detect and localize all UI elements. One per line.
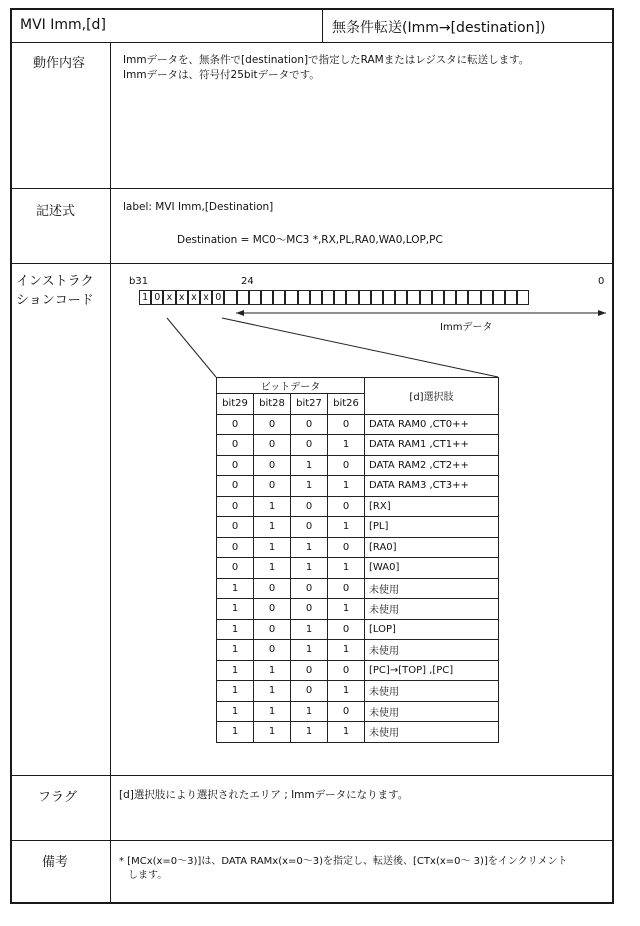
bit-value-cell: 1 (217, 578, 254, 599)
bit-value-cell: 1 (254, 701, 291, 722)
select-value-cell: 未使用 (365, 701, 499, 722)
bit-value-cell: 1 (328, 599, 365, 620)
bit-value-cell: 0 (254, 599, 291, 620)
bit-value-cell: 0 (291, 435, 328, 456)
table-row (217, 414, 499, 435)
bit-value-cell: 1 (328, 640, 365, 661)
column-bit29: bit29 (217, 394, 254, 415)
bit-value-cell: 1 (291, 558, 328, 579)
select-value-cell: 未使用 (365, 681, 499, 702)
select-value-cell: DATA RAM3 ,CT3++ (365, 476, 499, 497)
bit-value-cell: 1 (217, 722, 254, 743)
bit-value-cell: 1 (328, 435, 365, 456)
select-value-cell: [LOP] (365, 619, 499, 640)
syntax-line-1: label: MVI Imm,[Destination] (123, 201, 274, 213)
bit-value-cell: 0 (328, 414, 365, 435)
table-row (217, 640, 499, 661)
select-value-cell: [PL] (365, 517, 499, 538)
bit-cell: 1 (139, 290, 151, 305)
table-row (217, 558, 499, 579)
bit-value-cell: 0 (328, 578, 365, 599)
bit-value-cell: 1 (291, 619, 328, 640)
table-row (217, 496, 499, 517)
table-row (217, 681, 499, 702)
bit-selection-rows (217, 414, 499, 742)
bit-value-cell: 0 (217, 496, 254, 517)
syntax-label: 記述式 (36, 204, 76, 219)
remarks-line-1: * [MCx(x=0〜3)]は、DATA RAMx(x=0〜3)を指定し、転送後、[CTx(x=0〜 3)]をインクリメント (119, 856, 568, 867)
imm-data-arrow-left-head (236, 310, 244, 316)
operation-line-1: Immデータを、無条件で[destination]で指定したRAMまたはレジスタに転送します。 (123, 54, 530, 66)
bit-value-cell: 0 (254, 455, 291, 476)
bit-value-cell: 1 (217, 640, 254, 661)
table-row (217, 578, 499, 599)
table-row (217, 435, 499, 456)
select-value-cell: DATA RAM1 ,CT1++ (365, 435, 499, 456)
bit-value-cell: 1 (254, 558, 291, 579)
bit-value-cell: 0 (328, 455, 365, 476)
bit-value-cell: 0 (291, 599, 328, 620)
bit-value-cell: 0 (328, 496, 365, 517)
bit-cell: x (163, 290, 175, 305)
bit-value-cell: 1 (254, 681, 291, 702)
bit-value-cell: 1 (291, 640, 328, 661)
bit-value-cell: 0 (254, 414, 291, 435)
bit-value-cell: 0 (217, 558, 254, 579)
bit-value-cell: 1 (217, 660, 254, 681)
bit-value-cell: 1 (217, 701, 254, 722)
bit-cell: x (200, 290, 212, 305)
bit-value-cell: 1 (328, 517, 365, 538)
select-header: [d]選択肢 (365, 378, 499, 415)
bit-value-cell: 1 (328, 558, 365, 579)
bit-31-label: b31 (129, 276, 149, 287)
bit-value-cell: 1 (291, 537, 328, 558)
bit-value-cell: 0 (217, 414, 254, 435)
table-row (217, 660, 499, 681)
syntax-line-2: Destination = MC0〜MC3 *,RX,PL,RA0,WA0,LOP,PC (177, 234, 443, 246)
remarks-line-2: します。 (128, 870, 168, 881)
imm-data-label: Immデータ (440, 322, 493, 333)
table-row (217, 476, 499, 497)
table-row (217, 619, 499, 640)
bit-cell: 0 (151, 290, 163, 305)
table-row (217, 722, 499, 743)
operation-label: 動作内容 (33, 56, 86, 71)
bit-value-cell: 0 (328, 537, 365, 558)
table-row (217, 455, 499, 476)
table-row (217, 537, 499, 558)
select-value-cell: DATA RAM0 ,CT0++ (365, 414, 499, 435)
select-value-cell: DATA RAM2 ,CT2++ (365, 455, 499, 476)
select-value-cell: [RX] (365, 496, 499, 517)
select-value-cell: [WA0] (365, 558, 499, 579)
bit-0-label: 0 (598, 276, 605, 287)
bit-data-group-header: ビットデータ (217, 378, 365, 394)
bit-value-cell: 0 (291, 517, 328, 538)
instruction-title: 無条件転送(Imm→[destination]) (332, 20, 546, 36)
select-value-cell: 未使用 (365, 578, 499, 599)
bit-cell: x (188, 290, 200, 305)
bit-value-cell: 1 (254, 496, 291, 517)
bit-value-cell: 0 (291, 414, 328, 435)
bit-value-cell: 0 (291, 496, 328, 517)
bit-value-cell: 0 (291, 660, 328, 681)
bit-value-cell: 1 (217, 681, 254, 702)
bit-value-cell: 1 (291, 701, 328, 722)
bit-value-cell: 0 (217, 435, 254, 456)
bit-value-cell: 1 (254, 722, 291, 743)
select-value-cell: [RA0] (365, 537, 499, 558)
bit-value-cell: 1 (254, 537, 291, 558)
select-value-cell: [PC]→[TOP] ,[PC] (365, 660, 499, 681)
bit-selection-table (216, 377, 499, 743)
select-value-cell: 未使用 (365, 722, 499, 743)
bit-value-cell: 1 (217, 619, 254, 640)
instruction-mnemonic: MVI Imm,[d] (20, 17, 106, 33)
bit-value-cell: 0 (254, 435, 291, 456)
bit-value-cell: 0 (254, 619, 291, 640)
bit-value-cell: 0 (217, 476, 254, 497)
bit-value-cell: 0 (254, 476, 291, 497)
bit-value-cell: 1 (254, 517, 291, 538)
callout-line-left (167, 318, 216, 377)
bit-value-cell: 0 (291, 578, 328, 599)
bit-value-cell: 1 (328, 681, 365, 702)
bit-value-cell: 0 (328, 701, 365, 722)
bit-value-cell: 0 (291, 681, 328, 702)
bit-cell: x (176, 290, 188, 305)
bit-24-label: 24 (241, 276, 254, 287)
bit-value-cell: 1 (328, 476, 365, 497)
instruction-code-label-1: インストラク (16, 274, 94, 289)
bit-value-cell: 1 (217, 599, 254, 620)
bit-value-cell: 0 (254, 578, 291, 599)
bit-value-cell: 1 (291, 476, 328, 497)
bit-value-cell: 1 (328, 722, 365, 743)
column-bit26: bit26 (328, 394, 365, 415)
instruction-code-label-2: ションコード (16, 293, 94, 308)
column-bit28: bit28 (254, 394, 291, 415)
bit-value-cell: 0 (254, 640, 291, 661)
bit-value-cell: 0 (217, 537, 254, 558)
table-row (217, 517, 499, 538)
flag-text: [d]選択肢により選択されたエリア ; Immデータになります。 (119, 789, 409, 801)
bit-value-cell: 0 (328, 660, 365, 681)
bit-value-cell: 1 (291, 455, 328, 476)
bit-value-cell: 1 (254, 660, 291, 681)
bit-value-cell: 1 (291, 722, 328, 743)
flag-label: フラグ (38, 790, 78, 805)
select-value-cell: 未使用 (365, 599, 499, 620)
operation-line-2: Immデータは、符号付25bitデータです。 (123, 69, 320, 81)
bit-value-cell: 0 (217, 517, 254, 538)
bit-value-cell: 0 (328, 619, 365, 640)
imm-data-arrow-right-head (598, 310, 606, 316)
bit-value-cell: 0 (217, 455, 254, 476)
table-row (217, 599, 499, 620)
remarks-label: 備考 (42, 855, 69, 870)
table-row (217, 701, 499, 722)
column-bit27: bit27 (291, 394, 328, 415)
select-value-cell: 未使用 (365, 640, 499, 661)
bit-cell: 0 (212, 290, 224, 305)
